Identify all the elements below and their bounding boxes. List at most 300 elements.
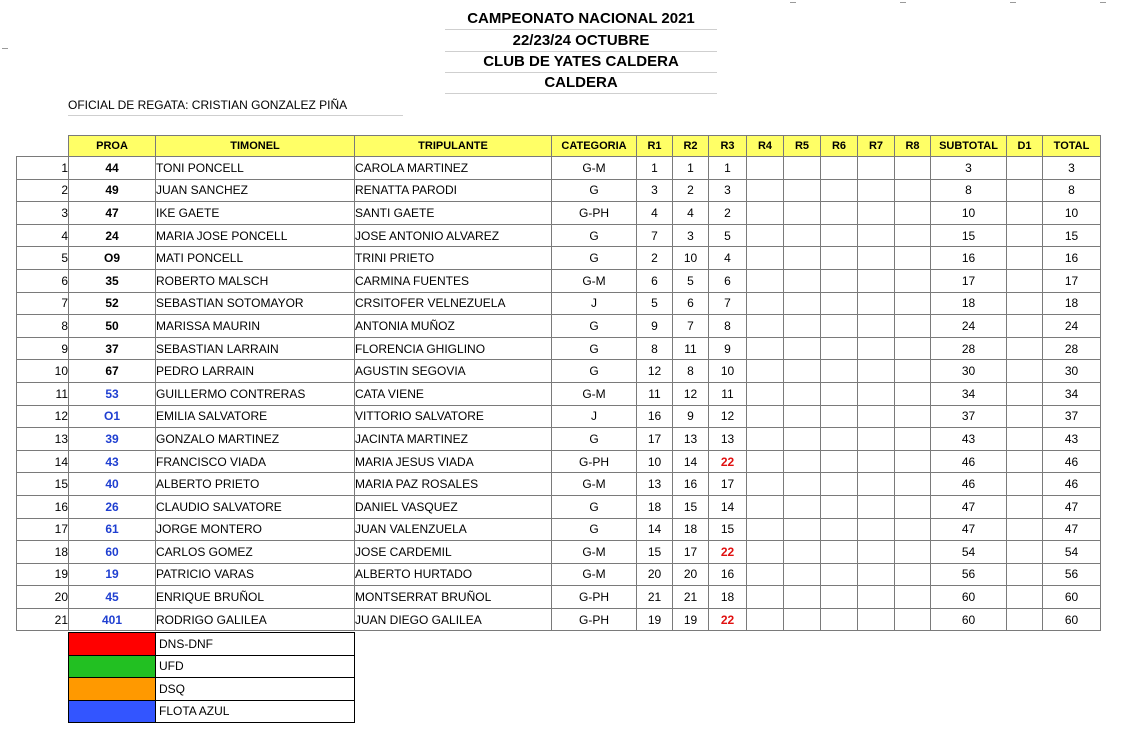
r2-cell: 8 <box>673 360 709 383</box>
r3-cell: 12 <box>709 405 747 428</box>
position-cell: 14 <box>17 450 69 473</box>
r1-cell: 4 <box>637 202 673 225</box>
position-cell: 11 <box>17 382 69 405</box>
r6-cell <box>821 541 858 564</box>
tripulante-cell: JOSE CARDEMIL <box>355 541 552 564</box>
tripulante-cell: MARIA PAZ ROSALES <box>355 473 552 496</box>
proa-cell: 19 <box>69 563 156 586</box>
results-table <box>16 135 1101 631</box>
col-r7: R7 <box>858 136 895 157</box>
r5-cell <box>784 202 821 225</box>
tripulante-cell: ANTONIA MUÑOZ <box>355 315 552 338</box>
total-cell: 15 <box>1043 224 1101 247</box>
r5-cell <box>784 450 821 473</box>
total-cell: 46 <box>1043 450 1101 473</box>
r7-cell <box>858 473 895 496</box>
r8-cell <box>895 157 931 180</box>
d1-cell <box>1007 382 1043 405</box>
r7-cell <box>858 382 895 405</box>
total-cell: 8 <box>1043 179 1101 202</box>
r3-cell: 6 <box>709 269 747 292</box>
col-timonel: TIMONEL <box>156 136 355 157</box>
r6-cell <box>821 495 858 518</box>
categoria-cell: G-M <box>552 269 637 292</box>
d1-cell <box>1007 269 1043 292</box>
total-cell: 60 <box>1043 586 1101 609</box>
r6-cell <box>821 292 858 315</box>
r5-cell <box>784 518 821 541</box>
r3-cell: 5 <box>709 224 747 247</box>
r7-cell <box>858 518 895 541</box>
legend-label: DNS-DNF <box>156 633 355 656</box>
r3-cell: 14 <box>709 495 747 518</box>
r3-cell: 9 <box>709 337 747 360</box>
position-cell: 7 <box>17 292 69 315</box>
proa-cell: 50 <box>69 315 156 338</box>
legend-label: DSQ <box>156 678 355 701</box>
r3-cell: 4 <box>709 247 747 270</box>
d1-cell <box>1007 157 1043 180</box>
tripulante-cell: ALBERTO HURTADO <box>355 563 552 586</box>
total-cell: 30 <box>1043 360 1101 383</box>
total-cell: 24 <box>1043 315 1101 338</box>
legend-label: UFD <box>156 655 355 678</box>
categoria-cell: G <box>552 495 637 518</box>
r2-cell: 20 <box>673 563 709 586</box>
table-row <box>17 224 1101 247</box>
subtotal-cell: 16 <box>931 247 1007 270</box>
r7-cell <box>858 315 895 338</box>
r3-cell: 22 <box>709 450 747 473</box>
total-cell: 18 <box>1043 292 1101 315</box>
r2-cell: 14 <box>673 450 709 473</box>
categoria-cell: G <box>552 224 637 247</box>
subtotal-cell: 43 <box>931 428 1007 451</box>
subtotal-cell: 47 <box>931 518 1007 541</box>
proa-cell: 26 <box>69 495 156 518</box>
r6-cell <box>821 405 858 428</box>
r6-cell <box>821 157 858 180</box>
r2-cell: 15 <box>673 495 709 518</box>
r6-cell <box>821 382 858 405</box>
legend-label: FLOTA AZUL <box>156 700 355 723</box>
r4-cell <box>747 360 784 383</box>
r6-cell <box>821 179 858 202</box>
legend-row <box>69 700 355 723</box>
position-cell: 20 <box>17 586 69 609</box>
r5-cell <box>784 541 821 564</box>
r8-cell <box>895 269 931 292</box>
r3-cell: 22 <box>709 541 747 564</box>
position-cell: 3 <box>17 202 69 225</box>
tripulante-cell: DANIEL VASQUEZ <box>355 495 552 518</box>
r5-cell <box>784 563 821 586</box>
r6-cell <box>821 563 858 586</box>
r1-cell: 18 <box>637 495 673 518</box>
proa-cell: 24 <box>69 224 156 247</box>
position-cell: 13 <box>17 428 69 451</box>
r8-cell <box>895 405 931 428</box>
r3-cell: 3 <box>709 179 747 202</box>
col-r3: R3 <box>709 136 747 157</box>
proa-cell: 40 <box>69 473 156 496</box>
timonel-cell: IKE GAETE <box>156 202 355 225</box>
grid-dash <box>1100 2 1106 3</box>
timonel-cell: GUILLERMO CONTRERAS <box>156 382 355 405</box>
legend-table <box>68 632 355 723</box>
timonel-cell: PEDRO LARRAIN <box>156 360 355 383</box>
subtotal-cell: 30 <box>931 360 1007 383</box>
proa-cell: 45 <box>69 586 156 609</box>
d1-cell <box>1007 405 1043 428</box>
r1-cell: 19 <box>637 608 673 631</box>
r6-cell <box>821 247 858 270</box>
d1-cell <box>1007 224 1043 247</box>
subtotal-cell: 28 <box>931 337 1007 360</box>
r1-cell: 13 <box>637 473 673 496</box>
r1-cell: 11 <box>637 382 673 405</box>
col-proa: PROA <box>69 136 156 157</box>
proa-cell: 44 <box>69 157 156 180</box>
r3-cell: 2 <box>709 202 747 225</box>
r2-cell: 19 <box>673 608 709 631</box>
timonel-cell: ENRIQUE BRUÑOL <box>156 586 355 609</box>
r4-cell <box>747 405 784 428</box>
r8-cell <box>895 495 931 518</box>
table-row <box>17 179 1101 202</box>
r8-cell <box>895 541 931 564</box>
proa-cell: 60 <box>69 541 156 564</box>
r5-cell <box>784 315 821 338</box>
col-total: TOTAL <box>1043 136 1101 157</box>
total-cell: 10 <box>1043 202 1101 225</box>
subtotal-cell: 24 <box>931 315 1007 338</box>
proa-cell: 49 <box>69 179 156 202</box>
r8-cell <box>895 224 931 247</box>
r8-cell <box>895 382 931 405</box>
r4-cell <box>747 202 784 225</box>
r4-cell <box>747 563 784 586</box>
subtotal-cell: 60 <box>931 608 1007 631</box>
table-row <box>17 405 1101 428</box>
r4-cell <box>747 337 784 360</box>
r4-cell <box>747 608 784 631</box>
r8-cell <box>895 563 931 586</box>
r1-cell: 10 <box>637 450 673 473</box>
tripulante-cell: JUAN VALENZUELA <box>355 518 552 541</box>
legend-row <box>69 633 355 656</box>
categoria-cell: G <box>552 428 637 451</box>
proa-cell: 67 <box>69 360 156 383</box>
r7-cell <box>858 247 895 270</box>
d1-cell <box>1007 518 1043 541</box>
position-cell: 1 <box>17 157 69 180</box>
r7-cell <box>858 179 895 202</box>
r3-cell: 18 <box>709 586 747 609</box>
r1-cell: 14 <box>637 518 673 541</box>
timonel-cell: ROBERTO MALSCH <box>156 269 355 292</box>
r1-cell: 8 <box>637 337 673 360</box>
categoria-cell: G-M <box>552 382 637 405</box>
r4-cell <box>747 541 784 564</box>
proa-cell: 52 <box>69 292 156 315</box>
r6-cell <box>821 224 858 247</box>
timonel-cell: MARISSA MAURIN <box>156 315 355 338</box>
header-row <box>17 136 1101 157</box>
r6-cell <box>821 315 858 338</box>
r2-cell: 21 <box>673 586 709 609</box>
proa-cell: O9 <box>69 247 156 270</box>
tripulante-cell: RENATTA PARODI <box>355 179 552 202</box>
total-cell: 47 <box>1043 495 1101 518</box>
r7-cell <box>858 360 895 383</box>
d1-cell <box>1007 563 1043 586</box>
col-tripulante: TRIPULANTE <box>355 136 552 157</box>
r6-cell <box>821 428 858 451</box>
categoria-cell: G <box>552 315 637 338</box>
r7-cell <box>858 563 895 586</box>
categoria-cell: G <box>552 360 637 383</box>
timonel-cell: CLAUDIO SALVATORE <box>156 495 355 518</box>
total-cell: 60 <box>1043 608 1101 631</box>
proa-cell: 39 <box>69 428 156 451</box>
r7-cell <box>858 541 895 564</box>
r3-cell: 8 <box>709 315 747 338</box>
categoria-cell: G-PH <box>552 608 637 631</box>
r6-cell <box>821 586 858 609</box>
r5-cell <box>784 428 821 451</box>
r1-cell: 12 <box>637 360 673 383</box>
timonel-cell: JORGE MONTERO <box>156 518 355 541</box>
r4-cell <box>747 315 784 338</box>
r5-cell <box>784 405 821 428</box>
r6-cell <box>821 202 858 225</box>
col-r8: R8 <box>895 136 931 157</box>
r2-cell: 4 <box>673 202 709 225</box>
proa-cell: 35 <box>69 269 156 292</box>
col-r5: R5 <box>784 136 821 157</box>
table-row <box>17 495 1101 518</box>
d1-cell <box>1007 428 1043 451</box>
table-row <box>17 608 1101 631</box>
r1-cell: 7 <box>637 224 673 247</box>
race-officer: OFICIAL DE REGATA: CRISTIAN GONZALEZ PIÑA <box>68 95 403 116</box>
r2-cell: 5 <box>673 269 709 292</box>
table-row <box>17 315 1101 338</box>
position-cell: 19 <box>17 563 69 586</box>
position-cell: 12 <box>17 405 69 428</box>
r8-cell <box>895 586 931 609</box>
r3-cell: 16 <box>709 563 747 586</box>
subtotal-cell: 37 <box>931 405 1007 428</box>
table-row <box>17 563 1101 586</box>
proa-cell: 37 <box>69 337 156 360</box>
d1-cell <box>1007 292 1043 315</box>
timonel-cell: ALBERTO PRIETO <box>156 473 355 496</box>
total-cell: 37 <box>1043 405 1101 428</box>
r5-cell <box>784 586 821 609</box>
categoria-cell: G-PH <box>552 450 637 473</box>
proa-cell: 47 <box>69 202 156 225</box>
d1-cell <box>1007 360 1043 383</box>
timonel-cell: MARIA JOSE PONCELL <box>156 224 355 247</box>
r7-cell <box>858 269 895 292</box>
col-r1: R1 <box>637 136 673 157</box>
legend-row <box>69 678 355 701</box>
r5-cell <box>784 337 821 360</box>
subtotal-cell: 18 <box>931 292 1007 315</box>
subtotal-cell: 46 <box>931 473 1007 496</box>
legend-row <box>69 655 355 678</box>
r2-cell: 18 <box>673 518 709 541</box>
r3-cell: 1 <box>709 157 747 180</box>
tripulante-cell: FLORENCIA GHIGLINO <box>355 337 552 360</box>
total-cell: 3 <box>1043 157 1101 180</box>
r5-cell <box>784 495 821 518</box>
r4-cell <box>747 247 784 270</box>
timonel-cell: FRANCISCO VIADA <box>156 450 355 473</box>
r7-cell <box>858 586 895 609</box>
timonel-cell: TONI PONCELL <box>156 157 355 180</box>
r7-cell <box>858 202 895 225</box>
r1-cell: 9 <box>637 315 673 338</box>
total-cell: 47 <box>1043 518 1101 541</box>
tripulante-cell: TRINI PRIETO <box>355 247 552 270</box>
r4-cell <box>747 269 784 292</box>
total-cell: 28 <box>1043 337 1101 360</box>
total-cell: 54 <box>1043 541 1101 564</box>
tripulante-cell: JUAN DIEGO GALILEA <box>355 608 552 631</box>
r4-cell <box>747 473 784 496</box>
subtotal-cell: 3 <box>931 157 1007 180</box>
subtotal-cell: 34 <box>931 382 1007 405</box>
position-cell: 8 <box>17 315 69 338</box>
r1-cell: 16 <box>637 405 673 428</box>
r5-cell <box>784 360 821 383</box>
categoria-cell: G <box>552 247 637 270</box>
r4-cell <box>747 382 784 405</box>
r1-cell: 17 <box>637 428 673 451</box>
r7-cell <box>858 405 895 428</box>
subtotal-cell: 10 <box>931 202 1007 225</box>
r4-cell <box>747 428 784 451</box>
position-cell: 4 <box>17 224 69 247</box>
legend-swatch-dns <box>69 633 156 656</box>
r3-cell: 10 <box>709 360 747 383</box>
r5-cell <box>784 157 821 180</box>
timonel-cell: JUAN SANCHEZ <box>156 179 355 202</box>
table-row <box>17 269 1101 292</box>
r1-cell: 6 <box>637 269 673 292</box>
table-row <box>17 360 1101 383</box>
table-row <box>17 157 1101 180</box>
r7-cell <box>858 224 895 247</box>
proa-cell: 53 <box>69 382 156 405</box>
r8-cell <box>895 247 931 270</box>
r7-cell <box>858 495 895 518</box>
r4-cell <box>747 586 784 609</box>
table-row <box>17 518 1101 541</box>
d1-cell <box>1007 247 1043 270</box>
table-row <box>17 586 1101 609</box>
r8-cell <box>895 428 931 451</box>
table-row <box>17 202 1101 225</box>
tripulante-cell: JOSE ANTONIO ALVAREZ <box>355 224 552 247</box>
header-blank <box>17 136 69 157</box>
tripulante-cell: JACINTA MARTINEZ <box>355 428 552 451</box>
r4-cell <box>747 224 784 247</box>
timonel-cell: SEBASTIAN LARRAIN <box>156 337 355 360</box>
tripulante-cell: AGUSTIN SEGOVIA <box>355 360 552 383</box>
r8-cell <box>895 179 931 202</box>
subtotal-cell: 60 <box>931 586 1007 609</box>
title-line-3: CLUB DE YATES CALDERA <box>445 51 717 73</box>
r6-cell <box>821 518 858 541</box>
d1-cell <box>1007 473 1043 496</box>
col-categoria: CATEGORIA <box>552 136 637 157</box>
col-r6: R6 <box>821 136 858 157</box>
r4-cell <box>747 495 784 518</box>
timonel-cell: RODRIGO GALILEA <box>156 608 355 631</box>
r6-cell <box>821 269 858 292</box>
position-cell: 10 <box>17 360 69 383</box>
r3-cell: 15 <box>709 518 747 541</box>
r5-cell <box>784 247 821 270</box>
grid-dash <box>2 48 8 49</box>
position-cell: 6 <box>17 269 69 292</box>
position-cell: 2 <box>17 179 69 202</box>
r8-cell <box>895 450 931 473</box>
r6-cell <box>821 450 858 473</box>
r2-cell: 16 <box>673 473 709 496</box>
timonel-cell: CARLOS GOMEZ <box>156 541 355 564</box>
grid-dash <box>1010 2 1016 3</box>
legend-swatch-dsq <box>69 678 156 701</box>
r2-cell: 7 <box>673 315 709 338</box>
d1-cell <box>1007 495 1043 518</box>
subtotal-cell: 47 <box>931 495 1007 518</box>
d1-cell <box>1007 541 1043 564</box>
subtotal-cell: 17 <box>931 269 1007 292</box>
col-d1: D1 <box>1007 136 1043 157</box>
position-cell: 21 <box>17 608 69 631</box>
r2-cell: 6 <box>673 292 709 315</box>
grid-dash <box>790 2 796 3</box>
subtotal-cell: 54 <box>931 541 1007 564</box>
r8-cell <box>895 360 931 383</box>
r1-cell: 21 <box>637 586 673 609</box>
col-r4: R4 <box>747 136 784 157</box>
r3-cell: 7 <box>709 292 747 315</box>
timonel-cell: GONZALO MARTINEZ <box>156 428 355 451</box>
r8-cell <box>895 608 931 631</box>
tripulante-cell: CARMINA FUENTES <box>355 269 552 292</box>
tripulante-cell: MONTSERRAT BRUÑOL <box>355 586 552 609</box>
legend-swatch-ufd <box>69 655 156 678</box>
title-line-2: 22/23/24 OCTUBRE <box>445 30 717 52</box>
r7-cell <box>858 157 895 180</box>
r2-cell: 12 <box>673 382 709 405</box>
table-row <box>17 428 1101 451</box>
subtotal-cell: 8 <box>931 179 1007 202</box>
table-row <box>17 337 1101 360</box>
table-row <box>17 450 1101 473</box>
r2-cell: 10 <box>673 247 709 270</box>
proa-cell: O1 <box>69 405 156 428</box>
r5-cell <box>784 179 821 202</box>
table-row <box>17 382 1101 405</box>
position-cell: 5 <box>17 247 69 270</box>
